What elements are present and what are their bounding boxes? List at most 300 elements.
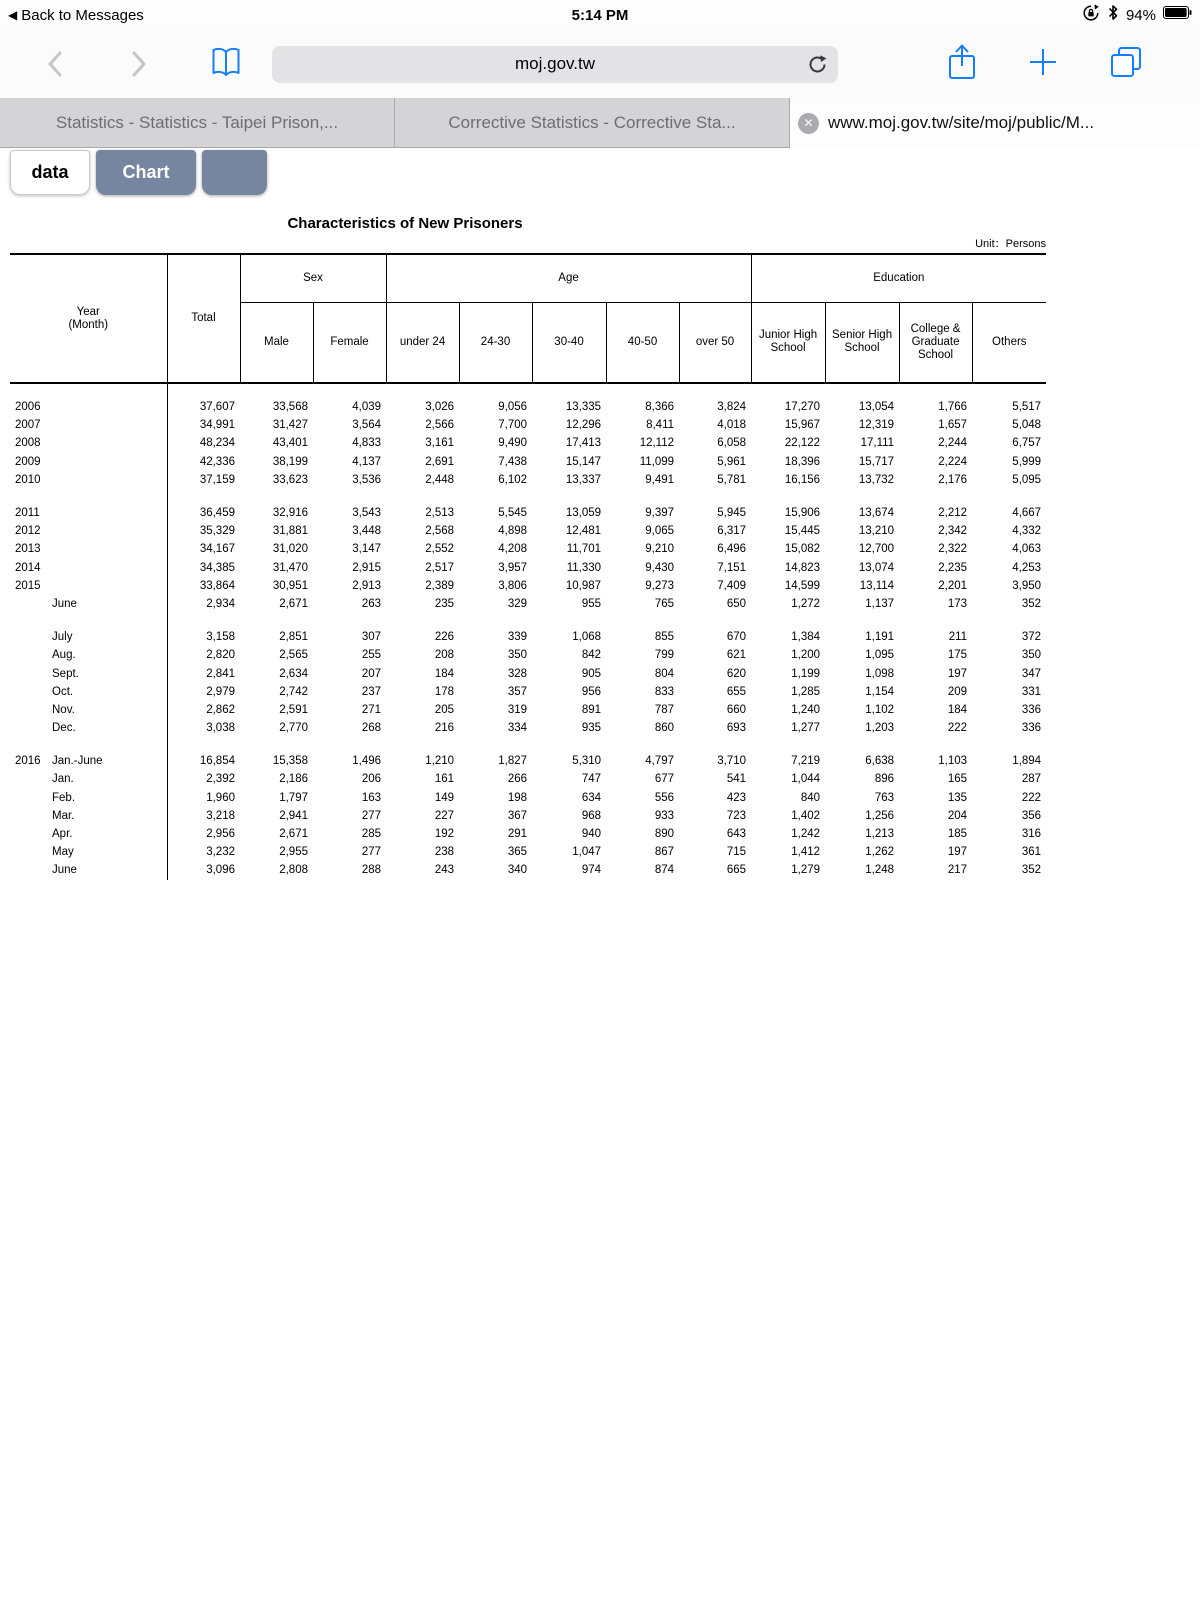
month-label: Oct. xyxy=(52,685,74,698)
value-cell: 197 xyxy=(947,846,968,859)
year-label: 2008 xyxy=(15,437,41,450)
status-time: 5:14 PM xyxy=(571,6,629,24)
value-cell: 423 xyxy=(726,791,747,804)
table-row xyxy=(10,595,1046,613)
value-cell: 372 xyxy=(1021,631,1042,644)
value-cell: 677 xyxy=(654,773,675,786)
new-tab-icon[interactable] xyxy=(1028,47,1058,82)
value-cell: 175 xyxy=(947,649,968,662)
value-cell: 7,438 xyxy=(498,455,528,468)
value-cell: 287 xyxy=(1021,773,1042,786)
close-tab-icon[interactable]: ✕ xyxy=(798,113,819,134)
header-male: Male xyxy=(240,302,313,383)
spacer-cell xyxy=(167,613,1046,628)
value-cell: 1,496 xyxy=(352,755,382,768)
value-cell: 38,199 xyxy=(272,455,308,468)
value-cell: 3,950 xyxy=(1012,579,1042,592)
table-area xyxy=(10,215,1046,880)
value-cell: 1,960 xyxy=(206,791,235,804)
safari-toolbar xyxy=(0,30,1200,98)
month-label: Dec. xyxy=(52,722,76,735)
browser-tab-2[interactable] xyxy=(395,98,790,148)
year-label: 2010 xyxy=(15,473,41,486)
value-cell: 5,961 xyxy=(717,455,747,468)
value-cell: 1,068 xyxy=(572,631,602,644)
status-icons xyxy=(1082,4,1192,27)
row-label-cell xyxy=(10,752,167,770)
tab-switcher-icon[interactable] xyxy=(1108,45,1144,84)
rotation-lock-icon xyxy=(1082,4,1100,27)
value-cell: 2,517 xyxy=(425,561,455,574)
value-cell: 33,864 xyxy=(199,579,235,592)
value-cell: 804 xyxy=(654,667,675,680)
year-label: 2007 xyxy=(15,419,41,432)
value-cell: 33,568 xyxy=(272,401,308,414)
value-cell: 9,065 xyxy=(645,525,675,538)
value-cell: 8,366 xyxy=(645,401,675,414)
value-cell: 334 xyxy=(507,722,528,735)
value-cell: 11,701 xyxy=(566,543,602,556)
value-cell: 266 xyxy=(507,773,528,786)
value-cell: 13,732 xyxy=(858,473,895,486)
value-cell: 11,330 xyxy=(566,561,602,574)
value-cell: 620 xyxy=(726,667,747,680)
value-cell: 1,095 xyxy=(865,649,895,662)
value-cell: 955 xyxy=(581,597,602,610)
value-cell: 1,240 xyxy=(791,703,821,716)
value-cell: 1,384 xyxy=(791,631,821,644)
value-cell: 890 xyxy=(654,828,675,841)
value-cell: 874 xyxy=(654,864,675,877)
table-row xyxy=(10,664,1046,682)
value-cell: 328 xyxy=(507,667,528,680)
value-cell: 2,941 xyxy=(279,809,308,822)
value-cell: 9,490 xyxy=(498,437,528,450)
value-cell: 765 xyxy=(654,597,675,610)
table-row xyxy=(10,434,1046,452)
value-cell: 655 xyxy=(726,685,747,698)
table-row xyxy=(10,504,1046,522)
table-header xyxy=(10,254,1046,383)
value-cell: 935 xyxy=(581,722,602,735)
value-cell: 185 xyxy=(947,828,968,841)
value-cell: 5,545 xyxy=(498,507,528,520)
spacer-cell xyxy=(10,613,167,628)
browser-tab-1[interactable] xyxy=(0,98,395,148)
back-button[interactable] xyxy=(42,49,68,79)
value-cell: 12,319 xyxy=(858,419,895,432)
browser-tab-1-title: Statistics - Statistics - Taipei Prison,... xyxy=(55,112,339,132)
value-cell: 34,991 xyxy=(199,419,235,432)
value-cell: 1,256 xyxy=(865,809,895,822)
table-title: Characteristics of New Prisoners xyxy=(287,215,523,232)
value-cell: 2,513 xyxy=(425,507,455,520)
row-label-cell xyxy=(10,559,167,577)
value-cell: 1,285 xyxy=(791,685,821,698)
value-cell: 855 xyxy=(654,631,675,644)
reload-icon[interactable] xyxy=(807,54,828,80)
value-cell: 3,147 xyxy=(352,543,382,556)
page-tabs xyxy=(0,148,1200,195)
value-cell: 34,385 xyxy=(199,561,235,574)
row-label-cell xyxy=(10,843,167,861)
value-cell: 763 xyxy=(874,791,895,804)
status-bar xyxy=(0,0,1200,30)
value-cell: 6,317 xyxy=(717,525,747,538)
header-total: Total xyxy=(167,254,240,383)
value-cell: 2,862 xyxy=(206,703,235,716)
value-cell: 3,536 xyxy=(352,473,382,486)
value-cell: 7,151 xyxy=(717,561,747,574)
table-row xyxy=(10,752,1046,770)
header-30-40: 30-40 xyxy=(532,302,606,383)
tab-empty[interactable] xyxy=(202,150,267,195)
value-cell: 940 xyxy=(581,828,602,841)
row-label-cell xyxy=(10,825,167,843)
value-cell: 15,147 xyxy=(565,455,602,468)
value-cell: 31,020 xyxy=(272,543,308,556)
value-cell: 31,881 xyxy=(272,525,308,538)
value-cell: 243 xyxy=(434,864,455,877)
value-cell: 18,396 xyxy=(784,455,821,468)
browser-tab-2-title: Corrective Statistics - Corrective Sta... xyxy=(448,112,736,132)
spacer-cell xyxy=(10,737,167,752)
value-cell: 35,329 xyxy=(199,525,235,538)
value-cell: 4,039 xyxy=(352,401,382,414)
value-cell: 968 xyxy=(581,809,602,822)
value-cell: 1,200 xyxy=(791,649,821,662)
value-cell: 5,310 xyxy=(572,755,602,768)
row-label-cell xyxy=(10,683,167,701)
table-row xyxy=(10,825,1046,843)
header-college: College & Graduate School xyxy=(899,302,972,383)
spacer-cell xyxy=(167,737,1046,752)
month-label: June xyxy=(52,864,77,877)
value-cell: 209 xyxy=(947,685,968,698)
value-cell: 3,448 xyxy=(352,525,382,538)
forward-button[interactable] xyxy=(126,49,152,79)
unit-label: Unit：Persons xyxy=(975,238,1046,250)
value-cell: 5,999 xyxy=(1012,455,1042,468)
table-row xyxy=(10,770,1046,788)
value-cell: 165 xyxy=(947,773,968,786)
value-cell: 3,161 xyxy=(425,437,455,450)
value-cell: 1,203 xyxy=(865,722,895,735)
value-cell: 4,137 xyxy=(352,455,382,468)
value-cell: 2,934 xyxy=(206,597,235,610)
value-cell: 3,957 xyxy=(498,561,528,574)
header-group-sex: Sex xyxy=(240,254,386,302)
value-cell: 198 xyxy=(507,791,528,804)
value-cell: 1,098 xyxy=(865,667,895,680)
table-spacer-row xyxy=(10,383,1046,398)
value-cell: 1,272 xyxy=(791,597,821,610)
value-cell: 13,210 xyxy=(858,525,895,538)
bookmarks-icon[interactable] xyxy=(208,46,244,83)
value-cell: 336 xyxy=(1021,722,1042,735)
value-cell: 1,102 xyxy=(865,703,895,716)
prisoners-table xyxy=(10,253,1046,880)
value-cell: 277 xyxy=(361,809,382,822)
value-cell: 3,543 xyxy=(352,507,382,520)
month-label: Nov. xyxy=(52,703,75,716)
month-label: July xyxy=(52,631,73,644)
value-cell: 205 xyxy=(434,703,455,716)
header-year-month: Year (Month) xyxy=(10,254,167,383)
value-cell: 12,296 xyxy=(565,419,602,432)
value-cell: 787 xyxy=(654,703,675,716)
value-cell: 237 xyxy=(361,685,382,698)
header-under-24: under 24 xyxy=(386,302,459,383)
value-cell: 2,671 xyxy=(279,597,308,610)
value-cell: 2,552 xyxy=(425,543,455,556)
value-cell: 17,111 xyxy=(860,437,895,450)
table-row xyxy=(10,646,1046,664)
value-cell: 226 xyxy=(434,631,455,644)
browser-tab-3-title: www.moj.gov.tw/site/moj/public/M... xyxy=(828,113,1095,132)
month-label: Mar. xyxy=(52,809,75,822)
value-cell: 36,459 xyxy=(199,507,235,520)
value-cell: 747 xyxy=(581,773,602,786)
value-cell: 149 xyxy=(434,791,455,804)
value-cell: 2,742 xyxy=(279,685,308,698)
value-cell: 4,797 xyxy=(645,755,675,768)
table-body xyxy=(10,383,1046,880)
toolbar-right-buttons xyxy=(946,42,1144,87)
value-cell: 2,565 xyxy=(279,649,308,662)
value-cell: 197 xyxy=(947,667,968,680)
value-cell: 650 xyxy=(726,597,747,610)
share-icon[interactable] xyxy=(946,42,978,87)
value-cell: 217 xyxy=(947,864,968,877)
table-row xyxy=(10,719,1046,737)
value-cell: 206 xyxy=(361,773,382,786)
row-label-cell xyxy=(10,398,167,416)
safari-tab-bar xyxy=(0,98,1200,148)
value-cell: 4,898 xyxy=(498,525,528,538)
value-cell: 9,430 xyxy=(645,561,675,574)
value-cell: 5,048 xyxy=(1012,419,1042,432)
value-cell: 1,827 xyxy=(498,755,528,768)
value-cell: 634 xyxy=(581,791,602,804)
month-label: June xyxy=(52,597,77,610)
value-cell: 4,018 xyxy=(717,419,747,432)
header-female: Female xyxy=(313,302,386,383)
header-24-30: 24-30 xyxy=(459,302,532,383)
tab-data[interactable] xyxy=(10,150,90,195)
value-cell: 350 xyxy=(1021,649,1042,662)
value-cell: 15,906 xyxy=(784,507,821,520)
year-label: 2011 xyxy=(15,507,40,520)
value-cell: 896 xyxy=(874,773,895,786)
value-cell: 2,955 xyxy=(279,846,308,859)
value-cell: 33,623 xyxy=(272,473,308,486)
table-row xyxy=(10,559,1046,577)
month-label: May xyxy=(52,846,74,859)
tab-chart[interactable] xyxy=(96,150,196,195)
value-cell: 1,894 xyxy=(1012,755,1042,768)
value-cell: 541 xyxy=(726,773,747,786)
value-cell: 192 xyxy=(434,828,455,841)
value-cell: 9,273 xyxy=(645,579,675,592)
value-cell: 15,082 xyxy=(784,543,821,556)
value-cell: 643 xyxy=(726,828,747,841)
back-to-messages-label: Back to Messages xyxy=(21,6,144,24)
value-cell: 2,212 xyxy=(938,507,968,520)
table-row xyxy=(10,577,1046,595)
month-label: Jan.-June xyxy=(52,755,103,768)
value-cell: 271 xyxy=(361,703,382,716)
value-cell: 9,491 xyxy=(645,473,675,486)
value-cell: 2,820 xyxy=(206,649,235,662)
value-cell: 135 xyxy=(947,791,968,804)
header-group-age: Age xyxy=(386,254,751,302)
month-label: Aug. xyxy=(52,649,76,662)
value-cell: 6,757 xyxy=(1012,437,1042,450)
value-cell: 2,342 xyxy=(938,525,968,538)
value-cell: 17,270 xyxy=(784,401,821,414)
year-label: 2015 xyxy=(15,579,41,592)
value-cell: 1,199 xyxy=(791,667,821,680)
value-cell: 365 xyxy=(507,846,528,859)
value-cell: 693 xyxy=(726,722,747,735)
value-cell: 1,797 xyxy=(279,791,308,804)
month-label: Jan. xyxy=(52,773,74,786)
value-cell: 319 xyxy=(507,703,528,716)
value-cell: 2,244 xyxy=(938,437,968,450)
row-label-cell xyxy=(10,664,167,682)
page-content xyxy=(0,148,1200,880)
value-cell: 22,122 xyxy=(784,437,821,450)
value-cell: 1,657 xyxy=(938,419,968,432)
row-label-cell xyxy=(10,789,167,807)
value-cell: 352 xyxy=(1021,864,1042,877)
value-cell: 840 xyxy=(800,791,821,804)
value-cell: 2,979 xyxy=(206,685,235,698)
url-text: moj.gov.tw xyxy=(515,54,595,73)
row-label-cell xyxy=(10,701,167,719)
value-cell: 1,044 xyxy=(791,773,821,786)
row-label-cell xyxy=(10,646,167,664)
row-label-cell xyxy=(10,540,167,558)
value-cell: 3,710 xyxy=(717,755,747,768)
value-cell: 2,568 xyxy=(425,525,455,538)
table-row xyxy=(10,416,1046,434)
value-cell: 238 xyxy=(434,846,455,859)
tab-chart-label: Chart xyxy=(122,162,170,182)
value-cell: 9,397 xyxy=(645,507,675,520)
value-cell: 9,056 xyxy=(498,401,528,414)
value-cell: 12,700 xyxy=(858,543,895,556)
value-cell: 173 xyxy=(947,597,968,610)
value-cell: 7,700 xyxy=(498,419,528,432)
value-cell: 665 xyxy=(726,864,747,877)
value-cell: 12,112 xyxy=(639,437,675,450)
value-cell: 17,413 xyxy=(565,437,602,450)
value-cell: 891 xyxy=(581,703,602,716)
bluetooth-icon xyxy=(1107,4,1119,26)
table-row xyxy=(10,453,1046,471)
value-cell: 288 xyxy=(361,864,382,877)
value-cell: 331 xyxy=(1021,685,1042,698)
value-cell: 8,411 xyxy=(646,419,675,432)
value-cell: 4,063 xyxy=(1012,543,1042,556)
value-cell: 11,099 xyxy=(639,455,675,468)
value-cell: 31,470 xyxy=(272,561,308,574)
value-cell: 15,358 xyxy=(272,755,308,768)
table-spacer-row xyxy=(10,613,1046,628)
value-cell: 15,445 xyxy=(784,525,821,538)
table-row xyxy=(10,843,1046,861)
year-label: 2016 xyxy=(15,755,41,768)
value-cell: 1,412 xyxy=(791,846,821,859)
month-label: Apr. xyxy=(52,828,73,841)
value-cell: 2,956 xyxy=(206,828,235,841)
year-label: 2006 xyxy=(15,401,41,414)
value-cell: 2,389 xyxy=(425,579,455,592)
value-cell: 357 xyxy=(507,685,528,698)
value-cell: 2,591 xyxy=(279,703,308,716)
value-cell: 723 xyxy=(726,809,747,822)
value-cell: 340 xyxy=(507,864,528,877)
value-cell: 621 xyxy=(726,649,747,662)
value-cell: 12,481 xyxy=(565,525,602,538)
value-cell: 10,987 xyxy=(565,579,602,592)
value-cell: 37,607 xyxy=(199,401,235,414)
value-cell: 13,114 xyxy=(859,579,895,592)
value-cell: 13,337 xyxy=(565,473,602,486)
value-cell: 6,058 xyxy=(717,437,747,450)
value-cell: 2,671 xyxy=(279,828,308,841)
value-cell: 933 xyxy=(654,809,675,822)
value-cell: 13,074 xyxy=(858,561,895,574)
value-cell: 1,047 xyxy=(572,846,602,859)
table-spacer-row xyxy=(10,489,1046,504)
table-row xyxy=(10,789,1046,807)
value-cell: 336 xyxy=(1021,703,1042,716)
row-label-cell xyxy=(10,471,167,489)
value-cell: 3,158 xyxy=(206,631,235,644)
battery-percent: 94% xyxy=(1125,6,1156,24)
value-cell: 161 xyxy=(434,773,455,786)
spacer-cell xyxy=(167,383,1046,398)
value-cell: 356 xyxy=(1021,809,1042,822)
table-row xyxy=(10,540,1046,558)
year-label: 2014 xyxy=(15,561,41,574)
value-cell: 9,210 xyxy=(645,543,675,556)
value-cell: 32,916 xyxy=(272,507,308,520)
value-cell: 2,770 xyxy=(279,722,308,735)
value-cell: 556 xyxy=(654,791,675,804)
row-label-cell xyxy=(10,522,167,540)
value-cell: 31,427 xyxy=(272,419,308,432)
browser-tab-3-active[interactable] xyxy=(790,98,1200,148)
value-cell: 867 xyxy=(654,846,675,859)
url-field[interactable] xyxy=(272,46,838,83)
value-cell: 3,218 xyxy=(206,809,235,822)
value-cell: 235 xyxy=(434,597,455,610)
value-cell: 1,103 xyxy=(938,755,968,768)
header-over-50: over 50 xyxy=(679,302,751,383)
value-cell: 1,262 xyxy=(865,846,895,859)
value-cell: 34,167 xyxy=(199,543,235,556)
value-cell: 2,915 xyxy=(352,561,382,574)
table-row xyxy=(10,471,1046,489)
value-cell: 2,851 xyxy=(279,631,308,644)
value-cell: 216 xyxy=(434,722,455,735)
value-cell: 1,248 xyxy=(865,864,895,877)
value-cell: 3,824 xyxy=(717,401,747,414)
